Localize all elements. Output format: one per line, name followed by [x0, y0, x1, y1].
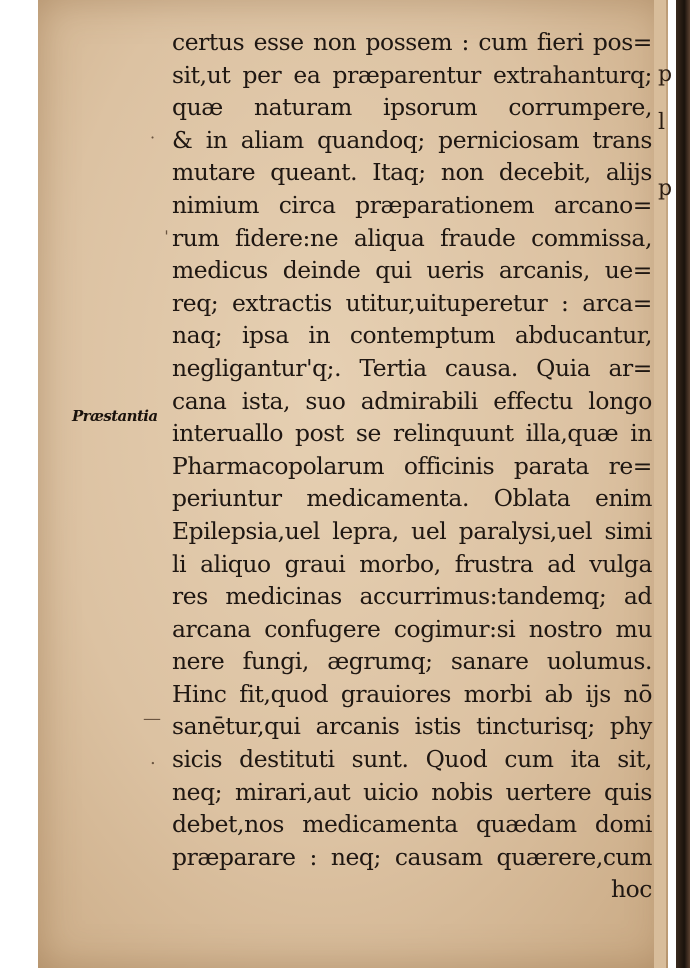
text-line: periuntur medicamenta. Oblata enim [172, 484, 652, 513]
margin-mark: . [150, 748, 156, 769]
facing-page-edge [654, 0, 666, 968]
text-line: præparare : neq; causam quærere,cum [172, 842, 652, 871]
text-line: debet,nos medicamenta quædam domi [172, 810, 652, 839]
margin-mark: · [150, 128, 156, 147]
margin-note: Præstantia [72, 407, 158, 425]
text-line: mutare queant. Itaq; non decebit, alijs [172, 158, 652, 187]
text-line: arcana confugere cogimur:si nostro mu [172, 614, 652, 643]
edge-letter: l [658, 110, 666, 135]
text-line: Epilepsia,uel lepra, uel paralysi,uel simi [172, 516, 652, 545]
edge-letter: p [658, 176, 673, 201]
text-line: sanētur,qui arcanis istis tincturisq; phy [172, 712, 652, 741]
text-line: sicis destituti sunt. Quod cum ita sit, [172, 745, 652, 774]
text-line: negligantur'q;. Tertia causa. Quia ar= [172, 353, 652, 382]
text-line: naq; ipsa in contemptum abducantur, [172, 321, 652, 350]
text-line: req; extractis utitur,uituperetur : arca= [172, 288, 652, 317]
text-line: rum fidere:ne aliqua fraude commissa, [172, 223, 652, 252]
margin-mark: — [143, 708, 161, 729]
text-line: interuallo post se relinquunt illa,quæ in [172, 419, 652, 448]
margin-mark: ˈ [164, 228, 169, 249]
text-line: res medicinas accurrimus:tandemq; ad [172, 582, 652, 611]
text-line: cana ista, suo admirabili effectu longo [172, 386, 652, 415]
text-line: certus esse non possem : cum fieri pos= [172, 28, 652, 56]
text-line: neq; mirari,aut uicio nobis uertere quis [172, 777, 652, 806]
text-line: medicus deinde qui ueris arcanis, ue= [172, 256, 652, 285]
catchword: hoc [610, 875, 652, 904]
text-line: quæ naturam ipsorum corrumpere, [172, 93, 652, 122]
text-line: nere fungi, ægrumq; sanare uolumus. [172, 647, 652, 676]
text-line: Pharmacopolarum officinis parata re= [172, 451, 652, 480]
text-line: Hinc fit,quod grauiores morbi ab ijs nō [172, 679, 652, 708]
text-line: nimium circa præparationem arcano= [172, 190, 652, 219]
edge-letter: p [658, 62, 673, 87]
text-line: sit,ut per ea præparentur extrahanturq; [172, 60, 652, 89]
text-block [172, 26, 652, 906]
text-line: & in aliam quandoq; perniciosam trans [172, 125, 652, 154]
book-spine [676, 0, 690, 968]
text-line: li aliquo graui morbo, frustra ad vulga [172, 549, 652, 578]
